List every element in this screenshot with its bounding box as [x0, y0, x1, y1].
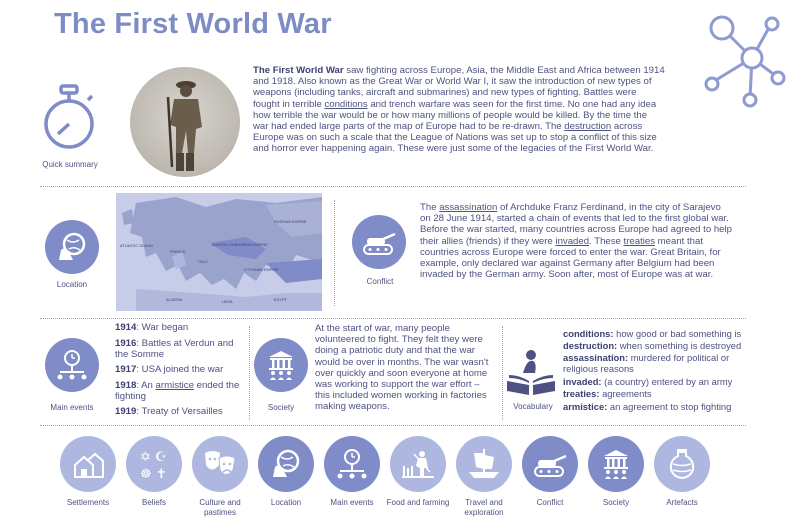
svg-text:☪: ☪: [155, 450, 167, 465]
vocab-item: treaties: agreements: [563, 388, 652, 399]
map-label: OTTOMAN EMPIRE: [244, 268, 279, 272]
beliefs-icon-circle[interactable]: [126, 436, 182, 492]
map-label: FRANCE: [170, 250, 186, 254]
timeline-item: 1914: War began: [115, 322, 189, 333]
nav-culture[interactable]: [188, 436, 252, 517]
nav-label: Society: [602, 498, 630, 507]
nav-travel-exploration[interactable]: [452, 436, 516, 517]
farmer-icon: [400, 448, 436, 480]
map-label: AUSTRO-HUNGARIAN EMPIRE: [212, 243, 268, 247]
farmer-icon-circle[interactable]: [390, 436, 446, 492]
tank-icon: [361, 228, 397, 256]
map-label: EGYPT: [274, 298, 287, 302]
beliefs-symbols-icon: [136, 446, 172, 482]
map-label: LIBYA: [222, 300, 233, 304]
globe-hand-icon: [269, 447, 303, 481]
globe-hand-icon: [55, 230, 89, 264]
nav-conflict[interactable]: [518, 436, 582, 508]
summary-text: The First World War saw fighting across Europe, Asia, the Middle East and Africa between 1914 and 1918. Also known as the Great War or World War I, it saw the introduction of new types of weapons (including tanks, aircraft and submarines) and new types of fighting. Battles were fought in terrible conditions and trench warfare was seen for the first time. No one had any idea how terrible the war would be or how many millions of people would be killed. By the time the war had ended large parts of the map of Europe had to be re-drawn. The destruction across Europe was on such a scale that the League of Nations was set up to stop a conflict of this size and horror ever happening again. These were just some of the legacies of the First World War.: [253, 65, 665, 155]
map-label: ITALY: [198, 260, 208, 264]
clock-timeline-icon: [335, 447, 369, 481]
vocab-item: invaded: (a country) entered by an army: [563, 376, 733, 387]
vocab-item: destruction: when something is destroyed: [563, 340, 742, 351]
nav-label: Main events: [330, 498, 374, 507]
houses-icon: [71, 449, 105, 479]
nav-label: Artefacts: [666, 498, 698, 507]
timeline-item: 1916: Battles at Verdun and the Somme: [115, 338, 234, 360]
nav-label: Conflict: [536, 498, 564, 507]
separator: [502, 326, 503, 420]
location-icon-circle: [45, 220, 99, 274]
svg-text:☸: ☸: [140, 467, 152, 482]
conflict-label: Conflict: [366, 277, 394, 286]
soldier-photo: [130, 67, 240, 177]
nav-location[interactable]: [254, 436, 318, 508]
main-events-icon-circle: [45, 338, 99, 392]
nav-label: Culture and pastimes: [199, 498, 241, 517]
clock-icon-circle[interactable]: [324, 436, 380, 492]
temple-people-icon: [599, 447, 633, 481]
ship-icon: [466, 447, 502, 481]
svg-text:✡: ✡: [140, 450, 151, 465]
svg-text:✝: ✝: [156, 467, 167, 482]
timeline-item: 1917: USA joined the war: [115, 364, 224, 375]
nav-label: Location: [270, 498, 302, 507]
network-icon: [700, 8, 786, 110]
temple-icon-circle[interactable]: [588, 436, 644, 492]
separator: [40, 425, 746, 426]
vase-icon: [667, 447, 697, 481]
clock-timeline-icon: [55, 348, 89, 382]
globe-hand-icon-circle[interactable]: [258, 436, 314, 492]
society-label: Society: [267, 403, 295, 412]
nav-artefacts[interactable]: [650, 436, 714, 508]
map-label: RUSSIAN EMPIRE: [274, 220, 307, 224]
temple-people-icon: [264, 348, 298, 382]
stopwatch-icon: [40, 84, 98, 150]
separator: [40, 318, 746, 319]
tank-icon-circle[interactable]: [522, 436, 578, 492]
vocab-item: armistice: an agreement to stop fighting: [563, 401, 732, 412]
book-speech-icon: [505, 345, 559, 397]
page-title: The First World War: [54, 8, 332, 40]
society-text: At the start of war, many people volunteered to fight. They felt they were doing a patriotic duty and that the war would be over in months. The war wasn't over quickly and soon everyone at home was working to support the war effort – this included women working in factories making weapons.: [315, 323, 489, 413]
map-label: ATLANTIC OCEAN: [120, 244, 153, 248]
nav-label: Beliefs: [141, 498, 166, 507]
theatre-masks-icon: [202, 448, 238, 480]
ship-icon-circle[interactable]: [456, 436, 512, 492]
vocab-item: conditions: how good or bad something is: [563, 328, 742, 339]
europe-map: [116, 193, 322, 311]
tank-icon: [532, 450, 568, 478]
map-label: ALGERIA: [166, 298, 183, 302]
vocabulary-label: Vocabulary: [513, 402, 553, 411]
conflict-icon-circle: [352, 215, 406, 269]
vase-icon-circle[interactable]: [654, 436, 710, 492]
main-events-label: Main events: [50, 403, 94, 412]
houses-icon-circle[interactable]: [60, 436, 116, 492]
quick-summary-label: Quick summary: [42, 160, 98, 169]
separator: [334, 200, 335, 306]
nav-label: Food and farming: [386, 498, 450, 507]
society-icon-circle: [254, 338, 308, 392]
conflict-text: The assassination of Archduke Franz Ferdinand, in the city of Sarajevo on 28 June 1914, started a chain of events that led to the first global war. Before the war started, many countries across Europe had agreed to help their allies (friends) if they were invaded. These treaties meant that countries across Europe were forced to enter the war. Great Britain, for example, only declared war against Germany after Belgium had been invaded by the German army. Soon after, most of Europe was at war.: [420, 202, 732, 281]
vocab-item: assassination: murdered for political or religious reasons: [563, 352, 730, 374]
nav-main-events[interactable]: [320, 436, 384, 508]
timeline-item: 1918: An armistice ended the fighting: [115, 380, 240, 402]
nav-society[interactable]: [584, 436, 648, 508]
nav-label: Settlements: [66, 498, 110, 507]
masks-icon-circle[interactable]: [192, 436, 248, 492]
nav-label: Travel and exploration: [464, 498, 504, 517]
nav-settlements[interactable]: [56, 436, 120, 508]
separator: [40, 186, 746, 187]
nav-food-farming[interactable]: [386, 436, 450, 508]
location-label: Location: [56, 280, 88, 289]
nav-beliefs[interactable]: [122, 436, 186, 508]
timeline-item: 1919: Treaty of Versailles: [115, 406, 223, 417]
